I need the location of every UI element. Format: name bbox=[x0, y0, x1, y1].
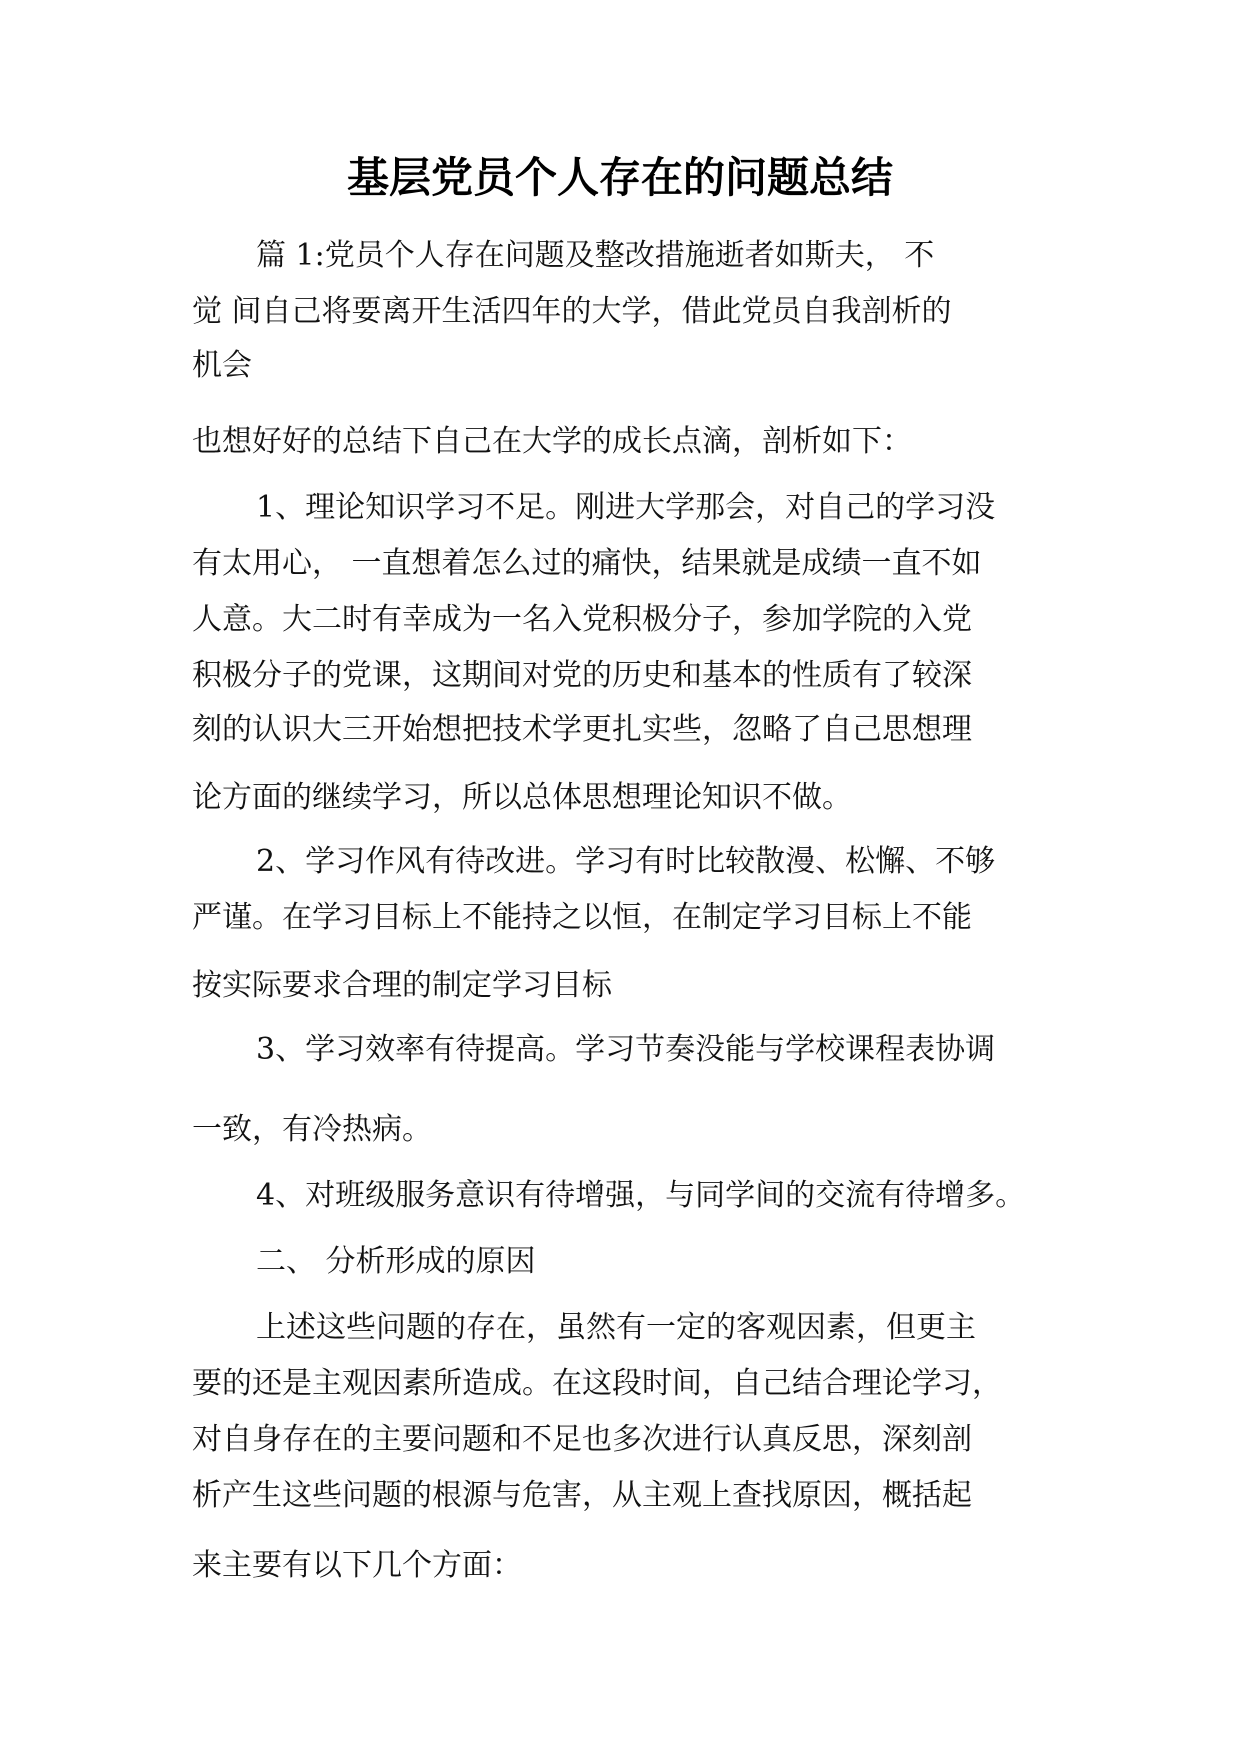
paragraph-line: 1、理论知识学习不足。刚进大学那会，对自己的学习没 bbox=[256, 490, 996, 525]
paragraph-line: 对自身存在的主要问题和不足也多次进行认真反思，深刻剖 bbox=[192, 1422, 972, 1457]
paragraph-line: 3、学习效率有待提高。学习节奏没能与学校课程表协调 bbox=[256, 1032, 996, 1067]
paragraph-line: 2、学习作风有待改进。学习有时比较散漫、松懈、不够 bbox=[256, 844, 996, 879]
paragraph-line: 也想好好的总结下自己在大学的成长点滴，剖析如下： bbox=[192, 424, 912, 459]
paragraph-line: 上述这些问题的存在，虽然有一定的客观因素，但更主 bbox=[256, 1310, 976, 1345]
paragraph-line: 来主要有以下几个方面： bbox=[192, 1548, 522, 1583]
paragraph-line: 机会 bbox=[192, 348, 252, 383]
paragraph-line: 有太用心， 一直想着怎么过的痛快，结果就是成绩一直不如 bbox=[192, 546, 982, 581]
paragraph-line: 论方面的继续学习，所以总体思想理论知识不做。 bbox=[192, 780, 852, 815]
paragraph-line: 析产生这些问题的根源与危害，从主观上查找原因，概括起 bbox=[192, 1478, 972, 1513]
section-heading: 二、 分析形成的原因 bbox=[256, 1244, 536, 1279]
paragraph-line: 积极分子的党课，这期间对党的历史和基本的性质有了较深 bbox=[192, 658, 972, 693]
paragraph-line: 篇 1:党员个人存在问题及整改措施逝者如斯夫， 不 bbox=[256, 238, 935, 273]
document-title: 基层党员个人存在的问题总结 bbox=[346, 153, 893, 202]
paragraph-line: 人意。大二时有幸成为一名入党积极分子，参加学院的入党 bbox=[192, 602, 972, 637]
paragraph-line: 4、对班级服务意识有待增强，与同学间的交流有待增多。 bbox=[256, 1178, 1026, 1213]
paragraph-line: 要的还是主观因素所造成。在这段时间，自己结合理论学习， bbox=[192, 1366, 1002, 1401]
paragraph-line: 一致，有冷热病。 bbox=[192, 1112, 432, 1147]
paragraph-line: 按实际要求合理的制定学习目标 bbox=[192, 968, 612, 1003]
paragraph-line: 觉 间自己将要离开生活四年的大学，借此党员自我剖析的 bbox=[192, 294, 952, 329]
paragraph-line: 刻的认识大三开始想把技术学更扎实些，忽略了自己思想理 bbox=[192, 712, 972, 747]
paragraph-line: 严谨。在学习目标上不能持之以恒，在制定学习目标上不能 bbox=[192, 900, 972, 935]
